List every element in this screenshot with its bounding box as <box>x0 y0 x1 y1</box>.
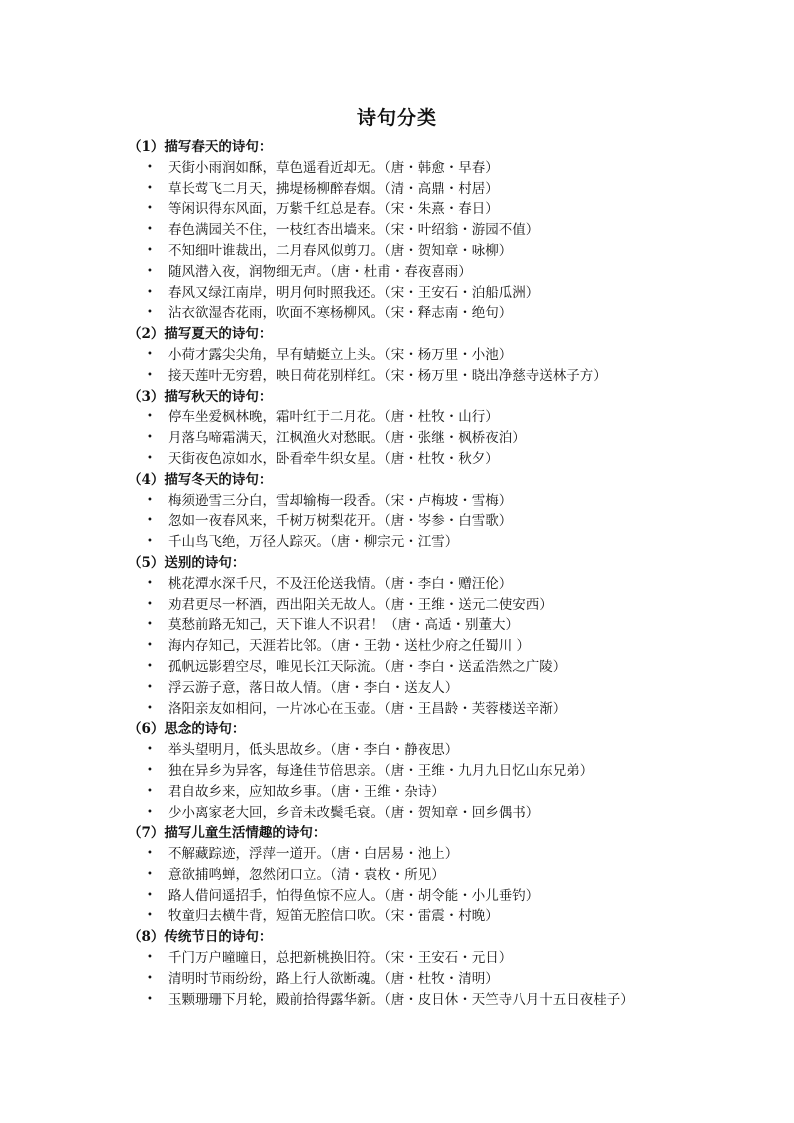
poem-line-text: 月落乌啼霜满天，江枫渔火对愁眠。（唐・张继・枫桥夜泊） <box>168 430 526 447</box>
poem-line-text: 忽如一夜春风来，千树万树梨花开。（唐・岑参・白雪歌） <box>168 513 513 530</box>
bullet-icon: • <box>147 452 153 464</box>
poem-line <box>128 220 728 241</box>
section-heading: （1）描写春天的诗句： <box>128 139 273 155</box>
bullet-icon: • <box>147 577 153 589</box>
poem-line-text: 桃花潭水深千尺，不及汪伦送我情。（唐・李白・赠汪伦） <box>168 575 513 592</box>
bullet-icon: • <box>147 307 153 319</box>
bullet-icon: • <box>147 889 153 901</box>
poem-line <box>128 636 728 657</box>
bullet-icon: • <box>147 224 153 236</box>
poem-line-text: 天街夜色凉如水，卧看牵牛织女星。（唐・杜牧・秋夕） <box>168 450 499 467</box>
poem-line <box>128 761 728 782</box>
poem-line <box>128 990 728 1011</box>
poem-line <box>128 407 728 428</box>
poem-line-text: 千门万户曈曈日，总把新桃换旧符。（宋・王安石・元日） <box>168 950 513 967</box>
bullet-icon: • <box>147 910 153 922</box>
poem-line <box>128 803 728 824</box>
poem-list <box>128 137 728 1010</box>
poem-line-text: 海内存知己，天涯若比邻。（唐・王勃・送杜少府之任蜀川 ） <box>168 638 531 655</box>
poem-line <box>128 948 728 969</box>
poem-line <box>128 782 728 803</box>
bullet-icon: • <box>147 203 153 215</box>
poem-line <box>128 491 728 512</box>
poem-line-text: 浮云游子意，落日故人情。（唐・李白・送友人） <box>168 679 459 696</box>
poem-line-text: 劝君更尽一杯酒，西出阳关无故人。（唐・王维・送元二使安西） <box>168 596 553 613</box>
poem-line-text: 接天莲叶无穷碧，映日荷花别样红。（宋・杨万里・晓出净慈寺送林子方） <box>168 367 607 384</box>
poem-line <box>128 303 728 324</box>
poem-line <box>128 262 728 283</box>
bullet-icon: • <box>147 972 153 984</box>
poem-line <box>128 865 728 886</box>
poem-line-text: 路人借问遥招手，怕得鱼惊不应人。（唐・胡令能・小儿垂钓） <box>168 887 540 904</box>
bullet-icon: • <box>147 161 153 173</box>
bullet-icon: • <box>147 619 153 631</box>
poem-line-text: 不解藏踪迹，浮萍一道开。（唐・白居易・池上） <box>168 846 459 863</box>
bullet-icon: • <box>147 598 153 610</box>
poem-line-text: 不知细叶谁裁出，二月春风似剪刀。（唐・贺知章・咏柳） <box>168 242 513 259</box>
section-heading: （3）描写秋天的诗句： <box>128 388 273 405</box>
bullet-icon: • <box>147 640 153 652</box>
poem-line <box>128 740 728 761</box>
poem-line <box>128 844 728 865</box>
poem-line <box>128 428 728 449</box>
bullet-icon: • <box>147 536 153 548</box>
section-heading: （7）描写儿童生活情趣的诗句： <box>128 825 327 842</box>
poem-line-text: 等闲识得东风面，万紫千红总是春。（宋・朱熹・春日） <box>168 201 499 218</box>
poem-line-text: 天街小雨润如酥，草色遥看近却无。（唐・韩愈・早春） <box>168 159 499 176</box>
poem-line-text: 停车坐爱枫林晚，霜叶红于二月花。（唐・杜牧・山行） <box>168 409 499 426</box>
poem-line-text: 随风潜入夜，润物细无声。（唐・杜甫・春夜喜雨） <box>168 263 472 280</box>
bullet-icon: • <box>147 369 153 381</box>
bullet-icon: • <box>147 411 153 423</box>
section-heading: （5）送别的诗句： <box>128 554 246 571</box>
bullet-icon: • <box>147 660 153 672</box>
poem-line-text: 小荷才露尖尖角，早有蜻蜓立上头。（宋・杨万里・小池） <box>168 346 513 363</box>
poem-line-text: 君自故乡来，应知故乡事。（唐・王维・杂诗） <box>168 783 445 800</box>
bullet-icon: • <box>147 681 153 693</box>
poem-line <box>128 345 728 366</box>
poem-line <box>128 199 728 220</box>
poem-line <box>128 283 728 304</box>
bullet-icon: • <box>147 764 153 776</box>
page-title: 诗句分类 <box>356 107 437 129</box>
section-heading: （6）思念的诗句： <box>128 721 246 738</box>
poem-line <box>128 678 728 699</box>
section-heading: （4）描写冬天的诗句： <box>128 471 273 488</box>
poem-line-text: 莫愁前路无知己，天下谁人不识君！（唐・高适・别董大） <box>168 617 519 634</box>
bullet-icon: • <box>147 993 153 1005</box>
bullet-icon: • <box>147 494 153 506</box>
bullet-icon: • <box>147 348 153 360</box>
poem-line-text: 沾衣欲湿杏花雨，吹面不寒杨柳风。（宋・释志南・绝句） <box>168 305 513 322</box>
section-heading: （8）传统节日的诗句： <box>128 929 273 946</box>
poem-line-text: 少小离家老大回，乡音未改鬓毛衰。（唐・贺知章・回乡偶书） <box>168 804 540 821</box>
poem-line <box>128 532 728 553</box>
bullet-icon: • <box>147 515 153 527</box>
poem-line <box>128 657 728 678</box>
poem-line-text: 梅须逊雪三分白，雪却输梅一段香。（宋・卢梅坡・雪梅） <box>168 492 513 509</box>
poem-line <box>128 906 728 927</box>
poem-line <box>128 615 728 636</box>
poem-line-text: 独在异乡为异客，每逢佳节倍思亲。（唐・王维・九月九日忆山东兄弟） <box>168 762 594 779</box>
bullet-icon: • <box>147 785 153 797</box>
bullet-icon: • <box>147 702 153 714</box>
poem-line <box>128 511 728 532</box>
bullet-icon: • <box>147 432 153 444</box>
poem-line-text: 洛阳亲友如相问，一片冰心在玉壶。（唐・王昌龄・芙蓉楼送辛渐） <box>168 700 567 717</box>
bullet-icon: • <box>147 182 153 194</box>
poem-line <box>128 158 728 179</box>
poem-line-text: 牧童归去横牛背，短笛无腔信口吹。（宋・雷震・村晚） <box>168 908 499 925</box>
poem-line <box>128 699 728 720</box>
poem-line <box>128 574 728 595</box>
poem-line-text: 清明时节雨纷纷，路上行人欲断魂。（唐・杜牧・清明） <box>168 970 499 987</box>
poem-line <box>128 969 728 990</box>
poem-line-text: 孤帆远影碧空尽，唯见长江天际流。（唐・李白・送孟浩然之广陵） <box>168 658 567 675</box>
poem-line-text: 意欲捕鸣蝉，忽然闭口立。（清・袁枚・所见） <box>168 866 445 883</box>
poem-line <box>128 241 728 262</box>
poem-line <box>128 366 728 387</box>
bullet-icon: • <box>147 744 153 756</box>
poem-line-text: 举头望明月，低头思故乡。（唐・李白・静夜思） <box>168 742 459 759</box>
bullet-icon: • <box>147 806 153 818</box>
bullet-icon: • <box>147 848 153 860</box>
bullet-icon: • <box>147 286 153 298</box>
poem-line <box>128 886 728 907</box>
bullet-icon: • <box>147 868 153 880</box>
poem-line-text: 草长莺飞二月天，拂堤杨柳醉春烟。（清・高鼎・村居） <box>168 180 499 197</box>
poem-line-text: 千山鸟飞绝，万径人踪灭。（唐・柳宗元・江雪） <box>168 534 459 551</box>
bullet-icon: • <box>147 952 153 964</box>
poem-line <box>128 449 728 470</box>
poem-line-text: 玉颗珊珊下月轮，殿前拾得露华新。（唐・皮日休・天竺寺八月十五日夜桂子） <box>168 991 634 1008</box>
section-heading: （2）描写夏天的诗句： <box>128 326 273 343</box>
bullet-icon: • <box>147 265 153 277</box>
poem-line <box>128 595 728 616</box>
bullet-icon: • <box>147 244 153 256</box>
poem-line-text: 春色满园关不住，一枝红杏出墙来。（宋・叶绍翁・游园不值） <box>168 222 540 239</box>
poem-line <box>128 179 728 200</box>
poem-line-text: 春风又绿江南岸，明月何时照我还。（宋・王安石・泊船瓜洲） <box>168 284 540 301</box>
